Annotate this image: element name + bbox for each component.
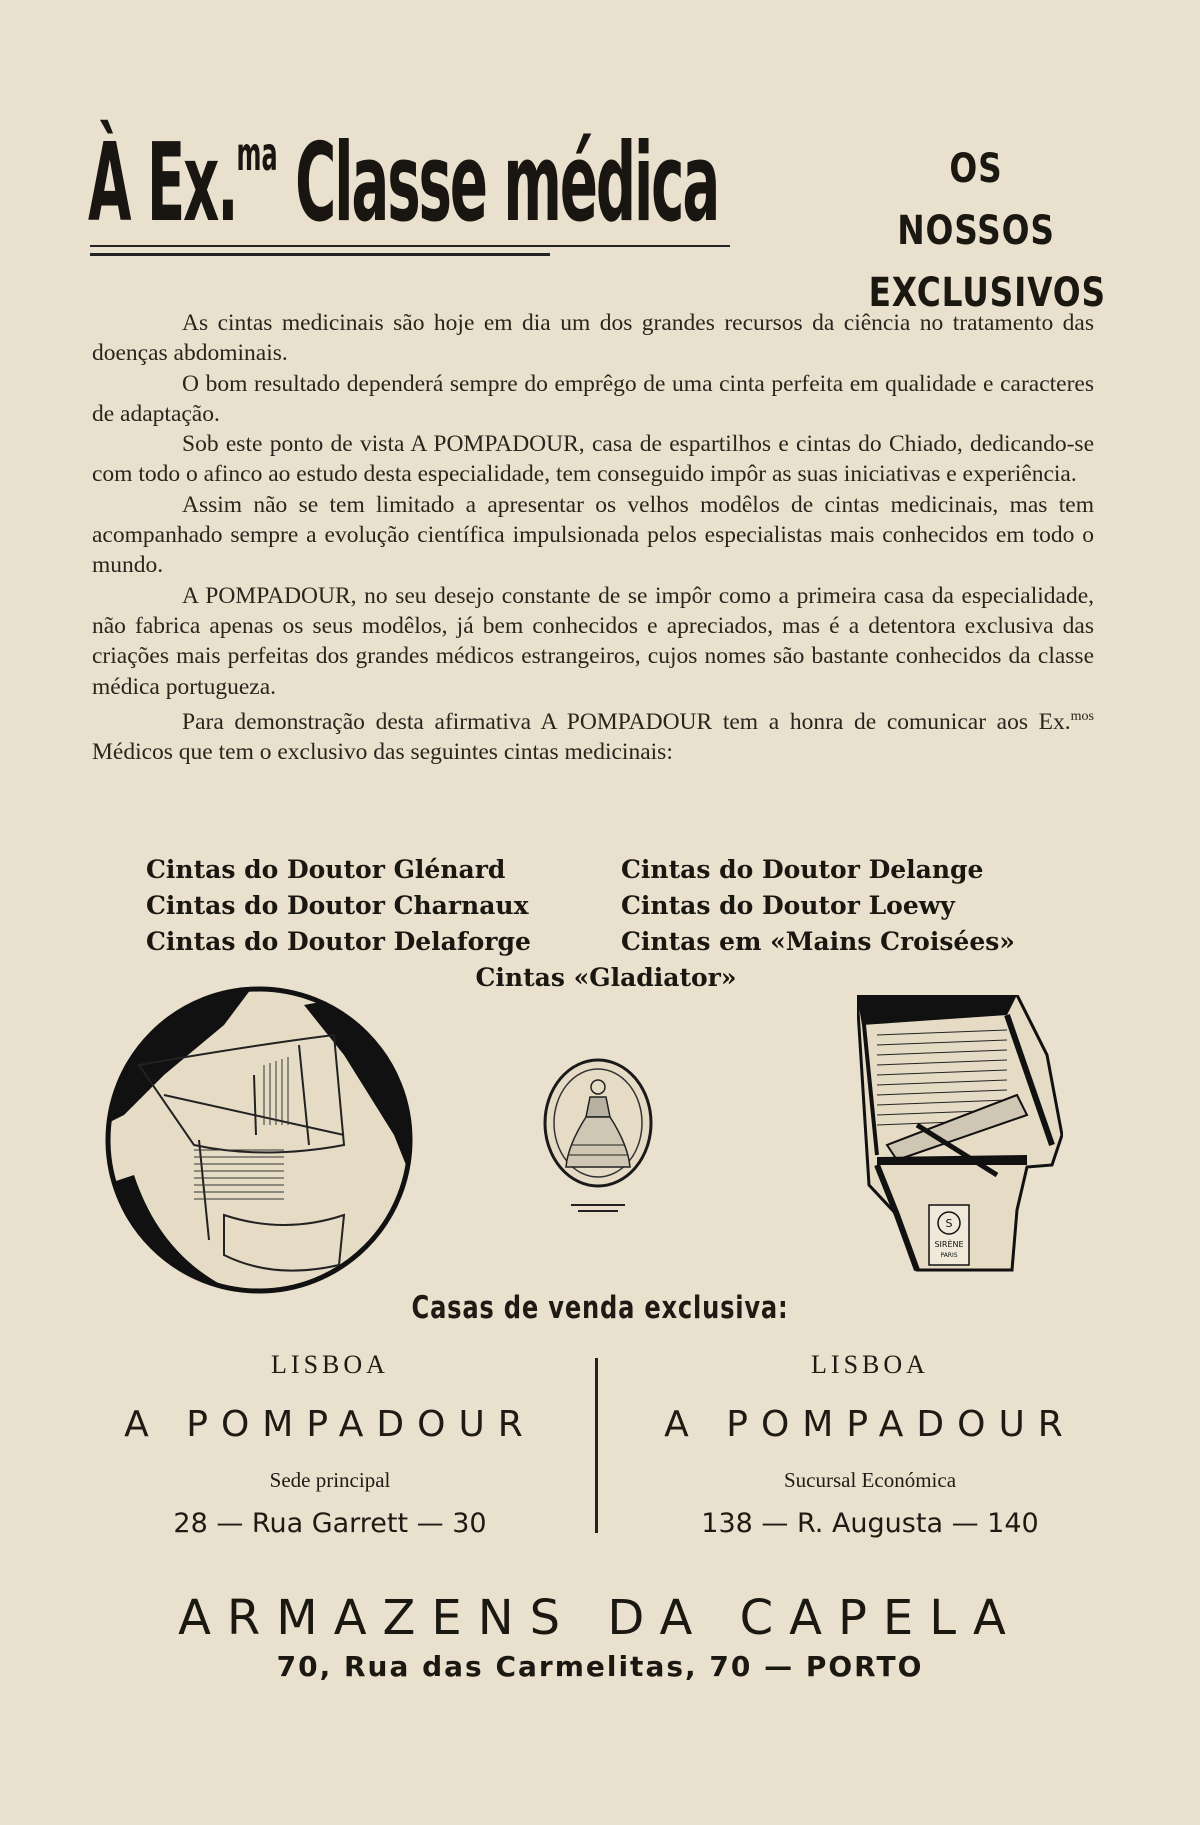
pompadour-lady-medallion: [538, 1055, 658, 1215]
title-prefix: À Ex.: [88, 121, 237, 246]
title-superscript: ma: [236, 127, 278, 181]
product-item: Cintas do Doutor Charnaux: [146, 891, 529, 920]
title-underline: [90, 245, 730, 247]
superscript: mos: [1070, 708, 1094, 724]
product-item: Cintas do Doutor Glénard: [146, 855, 506, 884]
shop-subtitle: Sede principal: [269, 1468, 391, 1492]
side-heading-line1: OS NOSSOS: [897, 146, 1055, 254]
paragraph-text: Para demonstração desta afirmativa A POMPADOUR tem a honra de comunicar aos Ex.: [182, 708, 1071, 735]
paragraph: As cintas medicinais são hoje em dia um dos grandes recursos da ciência no tratamento das doenças abdominais.: [92, 310, 1094, 367]
product-item: Cintas do Doutor Delaforge: [146, 927, 531, 956]
footer-address: 70, Rua das Carmelitas, 70 — PORTO: [276, 1650, 924, 1683]
sales-heading: Casas de venda exclusiva:: [411, 1290, 789, 1326]
sirene-girdle-illustration: [857, 995, 1063, 1277]
shop-address: 138 — R. Augusta — 140: [701, 1508, 1039, 1539]
paragraph: A POMPADOUR, no seu desejo constante de se impôr como a primeira casa da especialidade, não fabrica apenas os seus modêlos, já bem conhecidos e apreciados, mas é a detentora exclusiva das criações mais perfeitas dos grandes médicos estrangeiros, cujos nomes são bastante conhecidos da classe médica portugueza.: [92, 582, 1094, 700]
shop-divider: [595, 1358, 598, 1533]
product-item: Cintas do Doutor Delange: [621, 855, 984, 884]
body-text: [92, 308, 1094, 767]
side-heading: [868, 138, 1106, 324]
shop-branch: [610, 1350, 1130, 1544]
page-title: [88, 121, 719, 246]
product-item: Cintas «Gladiator»: [475, 963, 737, 992]
girdle-label-line2: PARIS: [940, 1252, 958, 1259]
paragraph-last: [92, 702, 1094, 767]
title-rest: Classe médica: [277, 121, 719, 246]
corset-circle-illustration: [104, 985, 414, 1295]
product-list: [146, 852, 1106, 996]
product-item: Cintas do Doutor Loewy: [621, 891, 955, 920]
girdle-label-line1: SIRÈNE: [934, 1240, 964, 1249]
shop-address: 28 — Rua Garrett — 30: [173, 1508, 487, 1539]
paragraph-text: Médicos que tem o exclusivo das seguintes cintas medicinais:: [92, 738, 673, 765]
paragraph: Assim não se tem limitado a apresentar os velhos modêlos de cintas medicinais, mas tem acompanhado sempre a evolução científica impulsionada pelos especialistas mais conhecidos em todo o mundo.: [92, 491, 1094, 579]
shop-city: LISBOA: [811, 1350, 929, 1379]
footer-store-name: ARMAZENS DA CAPELA: [178, 1590, 1022, 1646]
svg-text:S: S: [945, 1217, 953, 1230]
side-heading-line2: EXCLUSIVOS: [868, 270, 1106, 316]
shop-main: [70, 1350, 590, 1544]
paragraph: O bom resultado dependerá sempre do emprêgo de uma cinta perfeita em qualidade e caracteres de adaptação.: [92, 370, 1094, 427]
shop-city: LISBOA: [271, 1350, 389, 1379]
title-underline-thick: [90, 253, 550, 256]
shop-subtitle: Sucursal Económica: [783, 1468, 957, 1492]
shop-name: A POMPADOUR: [124, 1404, 536, 1445]
product-item: Cintas em «Mains Croisées»: [621, 927, 1015, 956]
shop-name: A POMPADOUR: [664, 1404, 1076, 1445]
paragraph: Sob este ponto de vista A POMPADOUR, casa de espartilhos e cintas do Chiado, dedicando-se com todo o afinco ao estudo desta especialidade, tem conseguido impôr as suas iniciativas e experiência.: [92, 431, 1094, 488]
